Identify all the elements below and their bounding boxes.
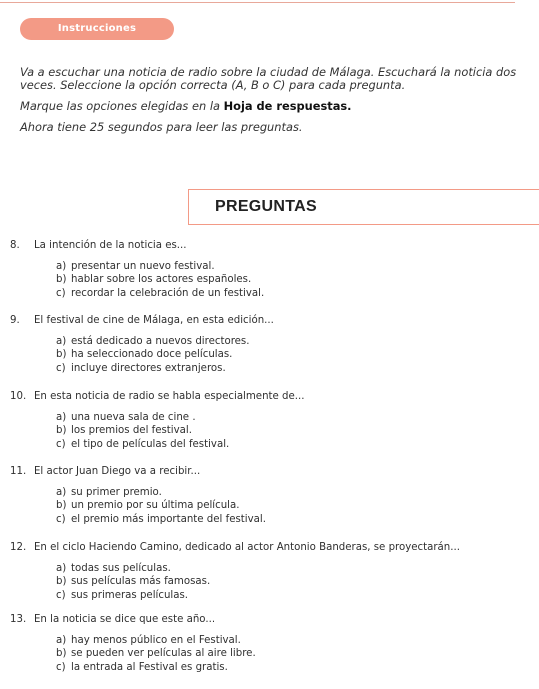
option-letter: c)	[56, 513, 66, 525]
option-text: incluye directores extranjeros.	[71, 362, 226, 374]
option-item[interactable]	[56, 273, 264, 286]
option-item[interactable]	[56, 362, 249, 375]
option-text: los premios del festival.	[71, 425, 192, 437]
option-text: hay menos público en el Festival.	[71, 635, 241, 646]
instructions-paragraph-3: Ahora tiene 25 segundos para leer las preguntas.	[20, 120, 303, 134]
option-item[interactable]	[56, 562, 210, 575]
instructions-text	[20, 66, 530, 134]
question-stem	[10, 542, 460, 553]
option-text: el premio más importante del festival.	[71, 513, 266, 525]
section-title: PREGUNTAS	[215, 198, 317, 215]
option-item[interactable]	[56, 661, 256, 674]
option-item[interactable]	[56, 513, 266, 526]
option-item[interactable]	[56, 589, 210, 602]
options-list	[56, 411, 229, 451]
option-item[interactable]	[56, 424, 229, 437]
option-text: la entrada al Festival es gratis.	[71, 661, 228, 673]
question-number: 9.	[10, 315, 20, 326]
instructions-paragraph-2	[20, 100, 530, 113]
option-item[interactable]	[56, 499, 266, 512]
option-text: ha seleccionado doce películas.	[71, 349, 233, 361]
option-letter: b)	[56, 648, 67, 660]
option-letter: b)	[56, 500, 67, 512]
option-text: todas sus películas.	[71, 563, 171, 574]
option-text: hablar sobre los actores españoles.	[71, 274, 252, 286]
option-text: sus primeras películas.	[71, 589, 189, 601]
option-letter: c)	[56, 362, 66, 374]
options-list	[56, 486, 266, 526]
question-text: En la noticia se dice que este año...	[34, 614, 216, 625]
question-stem	[10, 614, 215, 625]
question-text: El actor Juan Diego va a recibir...	[34, 466, 201, 477]
options-list	[56, 634, 256, 674]
option-letter: a)	[56, 563, 67, 574]
option-item[interactable]	[56, 260, 264, 273]
option-letter: a)	[56, 487, 67, 498]
option-letter: a)	[56, 336, 67, 347]
option-item[interactable]	[56, 647, 256, 660]
option-letter: b)	[56, 425, 67, 437]
option-text: presentar un nuevo festival.	[71, 261, 215, 272]
option-letter: c)	[56, 287, 66, 299]
question-number: 8.	[10, 240, 20, 251]
question-stem	[10, 315, 274, 326]
option-item[interactable]	[56, 486, 266, 499]
option-item[interactable]	[56, 287, 264, 300]
option-letter: a)	[56, 261, 67, 272]
option-letter: b)	[56, 349, 67, 361]
question-number: 13.	[10, 614, 27, 625]
question-text: En esta noticia de radio se habla especialmente de...	[34, 391, 305, 402]
option-letter: c)	[56, 438, 66, 450]
question-stem	[10, 240, 187, 251]
instructions-pill-label: Instrucciones	[57, 23, 137, 34]
option-item[interactable]	[56, 438, 229, 451]
answer-sheet-reference: Hoja de respuestas.	[223, 99, 352, 113]
question-text: El festival de cine de Málaga, en esta edición...	[34, 315, 274, 326]
option-text: está dedicado a nuevos directores.	[71, 336, 250, 347]
question-text: La intención de la noticia es...	[34, 240, 187, 251]
section-header-band	[188, 189, 539, 225]
option-text: sus películas más famosas.	[71, 576, 211, 588]
question-number: 11.	[10, 466, 27, 477]
option-letter: c)	[56, 661, 66, 673]
option-letter: a)	[56, 412, 67, 423]
option-item[interactable]	[56, 411, 229, 424]
top-divider	[0, 2, 515, 3]
question-stem	[10, 466, 200, 477]
question-text: En el ciclo Haciendo Camino, dedicado al actor Antonio Banderas, se proyectarán...	[34, 542, 460, 553]
options-list	[56, 562, 210, 602]
instructions-paragraph-2-text: Marque las opciones elegidas en la	[20, 99, 224, 113]
option-item[interactable]	[56, 575, 210, 588]
question-stem	[10, 391, 305, 402]
option-item[interactable]	[56, 634, 256, 647]
option-item[interactable]	[56, 335, 249, 348]
option-text: un premio por su última película.	[71, 500, 240, 512]
options-list	[56, 260, 264, 300]
instructions-pill	[20, 18, 174, 40]
question-number: 12.	[10, 542, 27, 553]
option-text: el tipo de películas del festival.	[71, 438, 230, 450]
option-text: una nueva sala de cine .	[71, 412, 196, 423]
option-item[interactable]	[56, 348, 249, 361]
option-letter: c)	[56, 589, 66, 601]
option-letter: b)	[56, 274, 67, 286]
instructions-paragraph-1: Va a escuchar una noticia de radio sobre la ciudad de Málaga. Escuchará la noticia dos veces. Seleccione la opción correcta (A, B o C) para cada pregunta.	[20, 65, 517, 92]
option-text: su primer premio.	[71, 487, 162, 498]
options-list	[56, 335, 249, 375]
option-letter: a)	[56, 635, 67, 646]
option-text: recordar la celebración de un festival.	[71, 287, 265, 299]
option-text: se pueden ver películas al aire libre.	[71, 648, 256, 660]
question-number: 10.	[10, 391, 27, 402]
option-letter: b)	[56, 576, 67, 588]
